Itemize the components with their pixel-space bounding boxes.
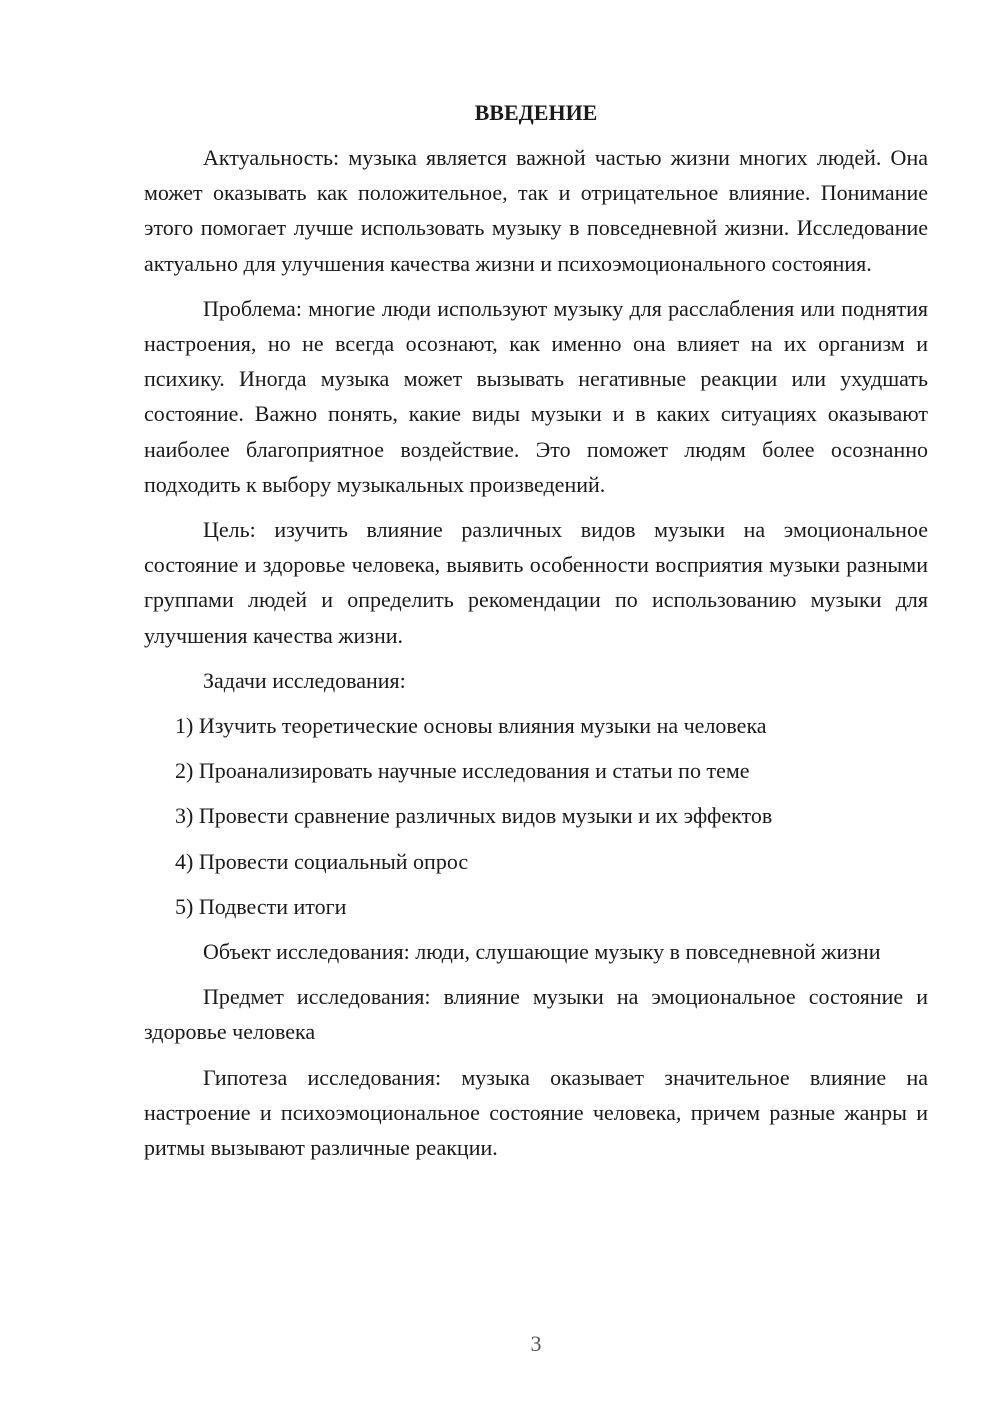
section-title: ВВЕДЕНИЕ (474, 100, 598, 125)
list-item: 5) Подвести итоги (175, 893, 347, 919)
list-item: 2) Проанализировать научные исследования и статьи по теме (175, 758, 750, 784)
tasks-list (144, 708, 928, 924)
page-number: 3 (530, 1331, 542, 1356)
paragraph-subject: Предмет исследования: влияние музыки на эмоциональное состояние и здоровье человека (144, 984, 928, 1045)
list-item: 4) Провести социальный опрос (175, 848, 469, 874)
paragraph-object: Объект исследования: люди, слушающие музыку в повседневной жизни (203, 939, 881, 965)
document-page (144, 95, 928, 1175)
paragraph-problem: Проблема: многие люди используют музыку для расслабления или поднятия настроения, но не всегда осознают, как именно она влияет на их организм и психику. Иногда музыка может вызывать негативные реакции или ухудшать состояние. Важно понять, какие виды музыки и в каких ситуациях оказывают наиболее благоприятное воздействие. Это поможет людям более осознанно подходить к выбору музыкальных произведений. (144, 295, 928, 497)
paragraph-goal: Цель: изучить влияние различных видов музыки на эмоциональное состояние и здоровье человека, выявить особенности восприятия музыки разными группами людей и определить рекомендации по использованию музыки для улучшения качества жизни. (144, 517, 928, 648)
paragraph-relevance: Актуальность: музыка является важной частью жизни многих людей. Она может оказывать как положительное, так и отрицательное влияние. Понимание этого помогает лучше использовать музыку в повседневной жизни. Исследование актуально для улучшения качества жизни и психоэмоционального состояния. (144, 145, 928, 276)
paragraph-tasks-heading: Задачи исследования: (203, 667, 406, 693)
list-item: 3) Провести сравнение различных видов музыки и их эффектов (175, 803, 773, 829)
list-item: 1) Изучить теоретические основы влияния музыки на человека (175, 713, 767, 739)
paragraph-hypothesis: Гипотеза исследования: музыка оказывает значительное влияние на настроение и психоэмоциональное состояние человека, причем разные жанры и ритмы вызывают различные реакции. (144, 1064, 928, 1161)
